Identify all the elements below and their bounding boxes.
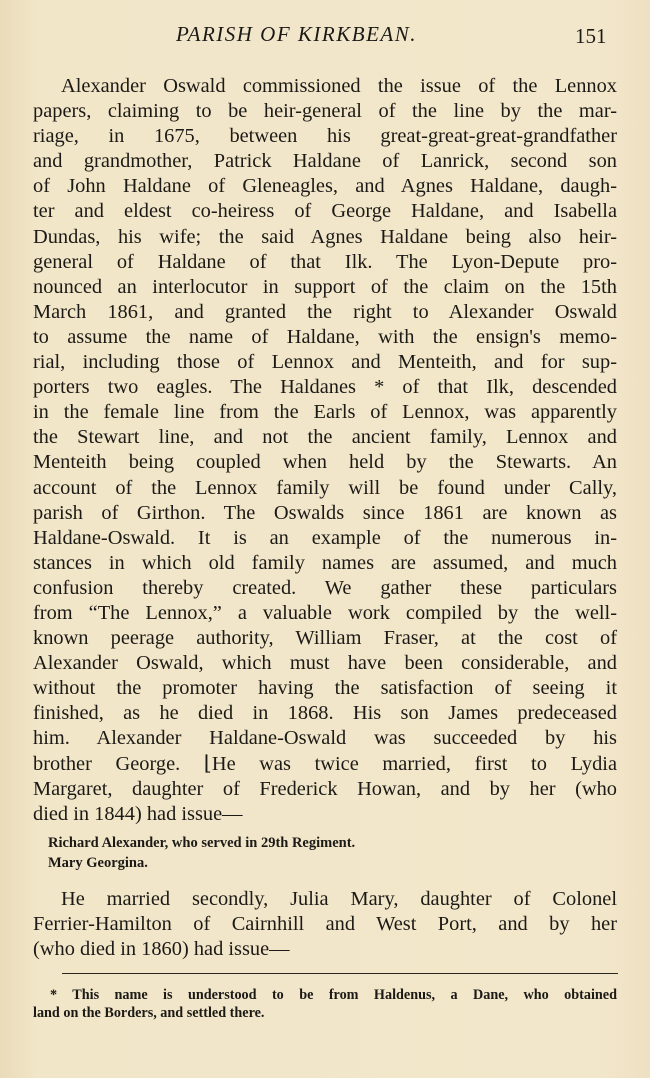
- text-line: ter and eldest co-heiress of George Haldane, and Isabella: [33, 200, 617, 223]
- page-number: 151: [575, 24, 607, 48]
- footnote-line: land on the Borders, and settled there.: [33, 1005, 265, 1021]
- text-line: and grandmother, Patrick Haldane of Lanrick, second son: [33, 150, 617, 173]
- issue-item: Mary Georgina.: [48, 855, 148, 871]
- text-line: died in 1844) had issue—: [33, 802, 243, 825]
- text-line: He married secondly, Julia Mary, daughter of Colonel: [61, 888, 617, 910]
- text-line: Dundas, his wife; the said Agnes Haldane being also heir-: [33, 225, 617, 248]
- text-line: stances in which old family names are assumed, and much: [33, 551, 617, 574]
- text-line: finished, as he died in 1868. His son James predeceased: [33, 702, 617, 725]
- issue-item: Richard Alexander, who served in 29th Regiment.: [48, 835, 356, 851]
- text-line: porters two eagles. The Haldanes * of that Ilk, descended: [33, 376, 617, 399]
- footnote-line: * This name is understood to be from Haldenus, a Dane, who obtained: [50, 987, 617, 1003]
- issue-list-first-marriage: [48, 833, 355, 873]
- text-line: (who died in 1860) had issue—: [33, 938, 290, 961]
- text-line: brother George. ⌊He was twice married, first to Lydia: [33, 752, 617, 775]
- text-line: nounced an interlocutor in support of the claim on the 15th: [33, 275, 617, 298]
- text-line: without the promoter having the satisfaction of seeing it: [33, 677, 617, 700]
- running-head: PARISH OF KIRKBEAN.: [176, 22, 418, 46]
- text-line: account of the Lennox family will be found under Cally,: [33, 476, 617, 499]
- text-line: parish of Girthon. The Oswalds since 1861 are known as: [33, 501, 617, 524]
- text-line: rial, including those of Lennox and Menteith, and for sup-: [33, 351, 617, 374]
- footnote: [33, 986, 617, 1022]
- text-line: Ferrier-Hamilton of Cairnhill and West Port, and by her: [33, 913, 617, 936]
- text-line: from “The Lennox,” a valuable work compiled by the well-: [33, 601, 617, 624]
- text-line: Alexander Oswald commissioned the issue of the Lennox: [61, 75, 617, 97]
- text-line: known peerage authority, William Fraser, at the cost of: [33, 627, 617, 650]
- text-line: papers, claiming to be heir-general of the line by the mar-: [33, 100, 617, 123]
- text-line: to assume the name of Haldane, with the ensign's memo-: [33, 325, 617, 348]
- text-line: him. Alexander Haldane-Oswald was succeeded by his: [33, 727, 617, 750]
- paragraph-oswald-haldane: [33, 74, 617, 827]
- text-line: general of Haldane of that Ilk. The Lyon-Depute pro-: [33, 250, 617, 273]
- text-line: Haldane-Oswald. It is an example of the numerous in-: [33, 526, 617, 549]
- text-line: in the female line from the Earls of Lennox, was apparently: [33, 401, 617, 424]
- footnote-divider: [62, 973, 618, 974]
- text-line: Alexander Oswald, which must have been considerable, and: [33, 652, 617, 675]
- text-line: Margaret, daughter of Frederick Howan, and by her (who: [33, 777, 617, 800]
- text-line: March 1861, and granted the right to Alexander Oswald: [33, 300, 617, 323]
- text-line: riage, in 1675, between his great-great-great-grandfather: [33, 125, 617, 148]
- text-line: confusion thereby created. We gather these particulars: [33, 576, 617, 599]
- text-line: Menteith being coupled when held by the Stewarts. An: [33, 451, 617, 474]
- page-header: [0, 22, 650, 56]
- text-line: of John Haldane of Gleneagles, and Agnes Haldane, daugh-: [33, 175, 617, 198]
- paragraph-second-marriage: [33, 887, 617, 962]
- text-line: the Stewart line, and not the ancient family, Lennox and: [33, 426, 617, 449]
